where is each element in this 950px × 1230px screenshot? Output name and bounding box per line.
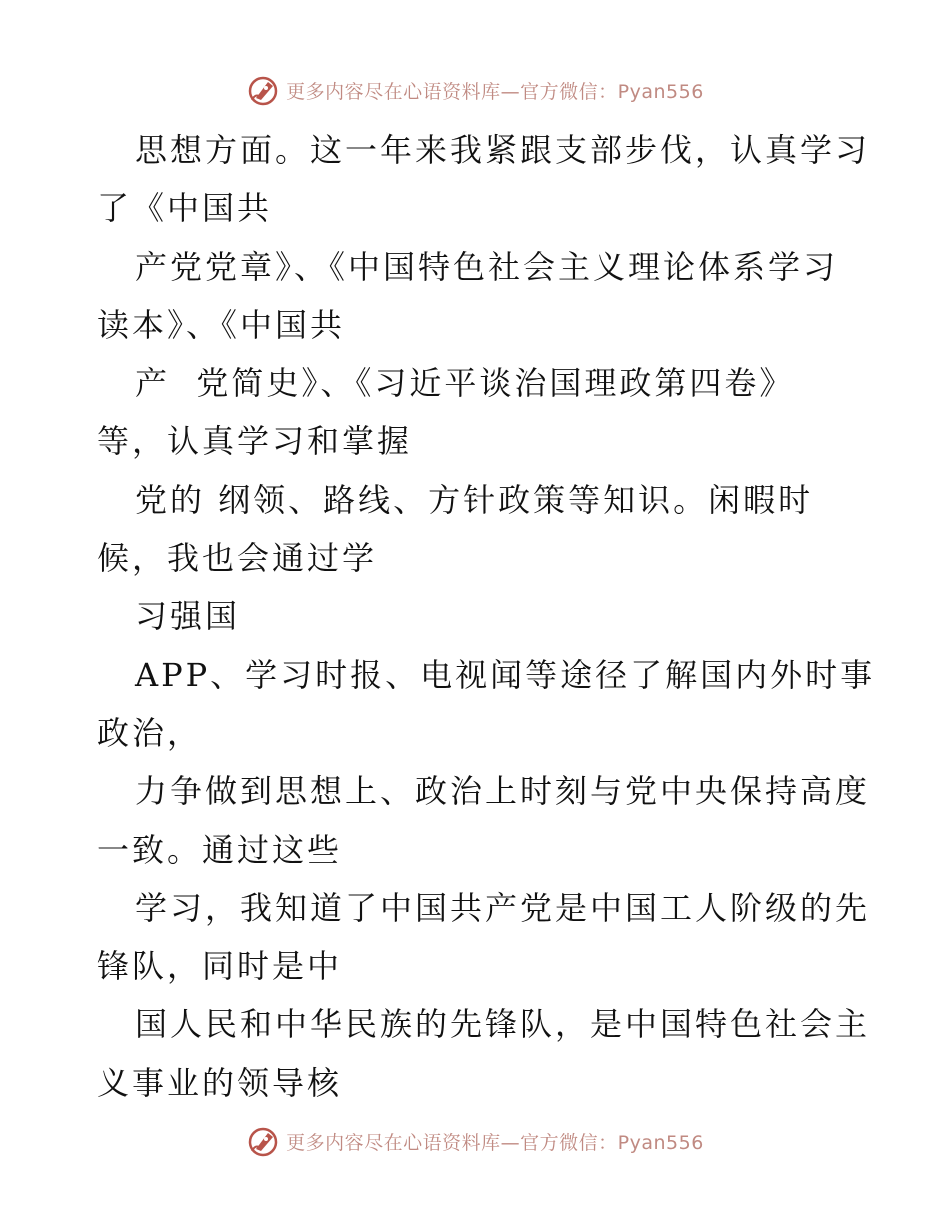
text-line: 候，我也会通过学 (97, 539, 378, 578)
text-line: 国人民和中华民族的先锋队，是中国特色社会主 (135, 1005, 871, 1044)
footer-banner (0, 1121, 950, 1161)
header-banner-text: 更多内容尽在心语资料库—官方微信：Pyan556 (286, 80, 704, 103)
text-line: 党的 纲领、路线、方针政策等知识。闲暇时 (135, 480, 814, 519)
text-line: 力争做到思想上、政治上时刻与党中央保持高度 (135, 772, 871, 811)
text-line: 读本》、《中国共 (97, 305, 346, 344)
text-line: 学习，我知道了中国共产党是中国工人阶级的先 (135, 888, 871, 927)
text-line: 了《中国共 (97, 189, 273, 228)
header-banner (0, 70, 950, 110)
text-line: APP、学习时报、电视闻等途径了解国内外时事 (135, 655, 876, 694)
text-line: 等，认真学习和掌握 (97, 422, 413, 461)
text-line: 习强国 (135, 597, 241, 636)
text-line: 产党党章》、《中国特色社会主义理论体系学习 (135, 247, 839, 286)
text-line: 产 党简史》、《习近平谈治国理政第四卷》 (135, 364, 795, 403)
text-line: 锋队，同时是中 (97, 947, 343, 986)
text-line: 义事业的领导核 (97, 1063, 343, 1102)
text-line: 一致。通过这些 (97, 830, 343, 869)
footer-banner-text: 更多内容尽在心语资料库—官方微信：Pyan556 (286, 1131, 704, 1154)
pen-nib-logo-icon (246, 1123, 282, 1159)
pen-nib-logo-icon (246, 72, 282, 108)
document-body (97, 121, 877, 1112)
text-line: 政治， (97, 713, 203, 752)
text-line: 思想方面。这一年来我紧跟支部步伐，认真学习 (135, 131, 871, 169)
